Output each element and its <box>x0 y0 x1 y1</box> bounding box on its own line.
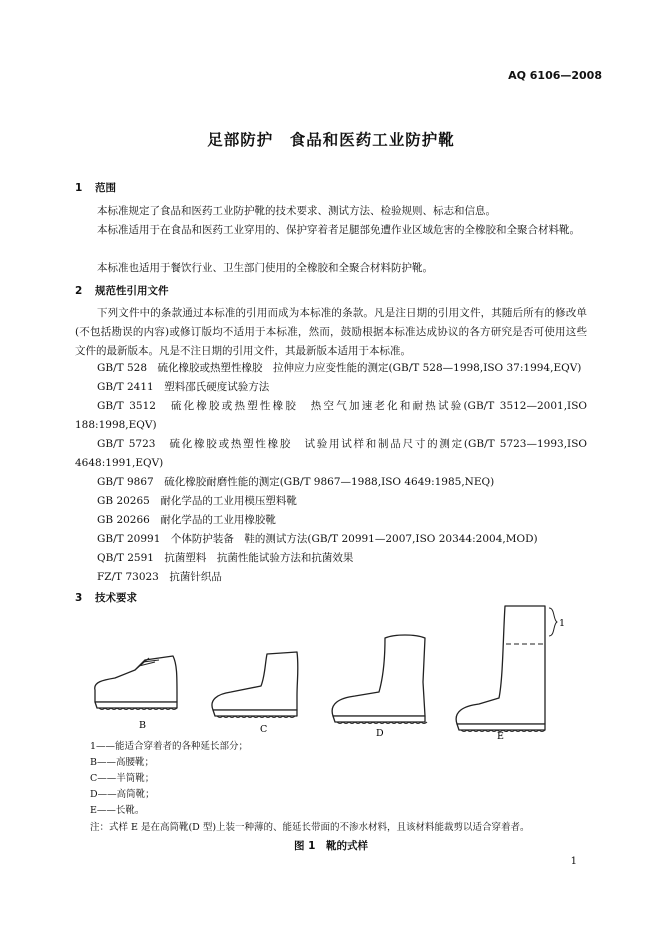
legend-item: 1——能适合穿着者的各种延长部分； <box>90 741 249 752</box>
reference-item: GB/T 20991 个体防护装备 鞋的测试方法(GB/T 20991—2007,ISO 20344:2004,MOD) <box>97 533 538 545</box>
document-title: 足部防护 食品和医药工业防护靴 <box>207 131 455 149</box>
reference-item: GB 20265 耐化学品的工业用模压塑料靴 <box>97 495 297 507</box>
boot-e-drawing <box>456 606 557 732</box>
paragraph: 本标准也适用于餐饮行业、卫生部门使用的全橡胶和全聚合材料防护靴。 <box>97 262 433 274</box>
reference-item: GB/T 9867 硫化橡胶耐磨性能的测定(GB/T 9867—1988,ISO 4649:1985,NEQ) <box>97 476 495 488</box>
paragraph: 本标准规定了食品和医药工业防护靴的技术要求、测试方法、检验规则、标志和信息。 <box>97 205 496 217</box>
reference-item: QB/T 2591 抗菌塑料 抗菌性能试验方法和抗菌效果 <box>97 552 354 564</box>
reference-item: GB/T 2411 塑料邵氏硬度试验方法 <box>97 381 270 393</box>
extension-label: 1 <box>559 618 566 629</box>
legend-item: B——高腰靴； <box>90 757 154 768</box>
section-number: 1 <box>75 182 83 194</box>
section-1-heading <box>75 180 116 195</box>
boot-b-label: B <box>139 720 146 731</box>
section-2-heading <box>75 283 169 298</box>
boot-d-label: D <box>376 728 384 739</box>
section-number: 3 <box>75 592 83 604</box>
standard-number: AQ 6106—2008 <box>508 69 602 82</box>
boot-styles-figure <box>85 598 575 748</box>
reference-item: FZ/T 73023 抗菌针织品 <box>97 571 222 583</box>
section-number: 2 <box>75 285 83 297</box>
boot-c-label: C <box>260 724 268 735</box>
figure-caption: 图 1 靴的式样 <box>294 840 368 852</box>
boot-e-label: E <box>497 731 504 742</box>
boot-b-drawing <box>95 656 177 710</box>
section-title: 规范性引用文件 <box>95 285 169 297</box>
paragraph: 下列文件中的条款通过本标准的引用而成为本标准的条款。凡是注日期的引用文件，其随后所有的修改单(不包括勘误的内容)或修订版均不适用于本标准，然而，鼓励根据本标准达成协议的各方研究是否可使用这些文件的最新版本。凡是不注日期的引用文件，其最新版本适用于本标准。 <box>75 307 587 357</box>
reference-item: GB/T 3512 硫化橡胶或热塑性橡胶 热空气加速老化和耐热试验(GB/T 3512—2001,ISO 188:1998,EQV) <box>75 400 587 431</box>
reference-item: GB 20266 耐化学品的工业用橡胶靴 <box>97 514 276 526</box>
boot-c-drawing <box>212 652 298 718</box>
boot-d-drawing <box>332 635 427 724</box>
section-title: 范围 <box>95 182 116 194</box>
reference-item: GB/T 528 硫化橡胶或热塑性橡胶 拉伸应力应变性能的测定(GB/T 528—1998,ISO 37:1994,EQV) <box>97 362 582 374</box>
legend-item: D——高筒靴； <box>90 789 155 800</box>
paragraph: 本标准适用于在食品和医药工业穿用的、保护穿着者足腿部免遭作业区域危害的全橡胶和全聚合材料靴。 <box>97 224 580 236</box>
section-title: 技术要求 <box>95 592 137 604</box>
legend-item: E——长靴。 <box>90 805 145 816</box>
legend-item: C——半筒靴； <box>90 773 155 784</box>
reference-item: GB/T 5723 硫化橡胶或热塑性橡胶 试验用试样和制品尺寸的测定(GB/T 5723—1993,ISO 4648:1991,EQV) <box>75 438 587 469</box>
page-number: 1 <box>570 856 577 867</box>
figure-note: 注：式样 E 是在高筒靴(D 型)上装一种薄的、能延长带面的不渗水材料，且该材料能裁剪以适合穿着者。 <box>90 822 530 833</box>
